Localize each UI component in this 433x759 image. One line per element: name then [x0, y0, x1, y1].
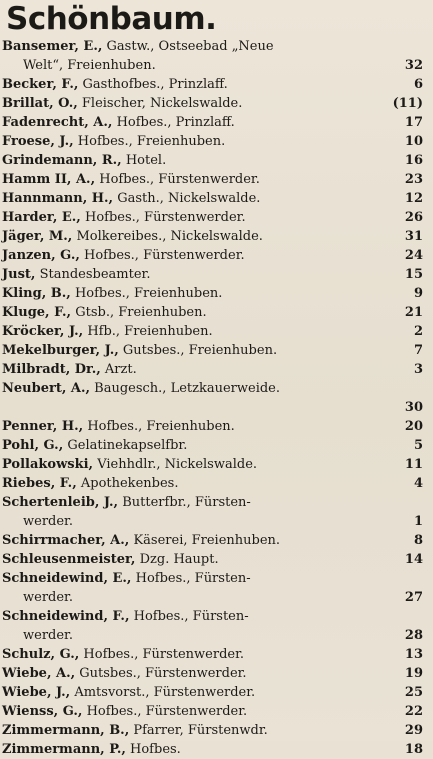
entry-number: 12 — [404, 191, 423, 206]
entry-name: Fadenrecht, A., — [2, 115, 113, 130]
entry-line — [0, 94, 433, 113]
entry-name: Schirrmacher, A., — [2, 533, 130, 548]
entry-number: 23 — [404, 172, 423, 187]
entry-text — [2, 474, 178, 493]
entry-number: 4 — [413, 476, 423, 491]
entry-text — [2, 246, 245, 265]
entry-text — [2, 94, 242, 113]
entry-line — [0, 569, 433, 588]
entry-text — [23, 56, 156, 75]
entry-text — [2, 170, 260, 189]
entry-description: Hofbes., Fürsten- — [135, 571, 251, 586]
entry-line — [0, 626, 433, 645]
entry-description: Gtsb., Freienhuben. — [75, 305, 207, 320]
entry-name: Pollakowski, — [2, 457, 94, 472]
entry-number: 8 — [413, 533, 423, 548]
entry-number: 11 — [404, 457, 423, 472]
entry-name: Froese, J., — [2, 134, 74, 149]
entry-line — [0, 151, 433, 170]
entry-text — [2, 189, 260, 208]
entry-number: 19 — [404, 666, 423, 681]
entry-description: Molkereibes., Nickelswalde. — [76, 229, 263, 244]
entry-name: Schneidewind, F., — [2, 609, 130, 624]
entry-description: Hotel. — [125, 153, 167, 168]
entry-name: Milbradt, Dr., — [2, 362, 101, 377]
entry-line — [0, 740, 433, 759]
entry-number: 30 — [404, 400, 423, 415]
entry-text — [2, 132, 225, 151]
entry-number: 13 — [404, 647, 423, 662]
entry-text — [2, 227, 263, 246]
entry-line — [0, 645, 433, 664]
entry-line — [0, 664, 433, 683]
entry-number: 20 — [404, 419, 423, 434]
entry-name: Grindemann, R., — [2, 153, 122, 168]
entry-description: Hofbes., Fürstenwerder. — [83, 647, 245, 662]
entry-number: 32 — [404, 58, 423, 73]
entry-number: 10 — [404, 134, 423, 149]
entry-description: Welt“, Freienhuben. — [23, 58, 156, 73]
entry-line — [0, 512, 433, 531]
entry-name: Mekelburger, J., — [2, 343, 119, 358]
entry-description: Gelatinekapselfbr. — [67, 438, 188, 453]
entry-line — [0, 436, 433, 455]
entry-text — [23, 588, 73, 607]
entry-text — [2, 436, 187, 455]
entry-number: 31 — [404, 229, 423, 244]
entry-line — [0, 189, 433, 208]
entry-line — [0, 379, 433, 398]
entry-line — [0, 75, 433, 94]
entry-name: Wienss, G., — [2, 704, 83, 719]
entry-line — [0, 474, 433, 493]
entry-text — [2, 550, 219, 569]
entry-number: 18 — [404, 742, 423, 757]
entry-description: Apothekenbes. — [80, 476, 179, 491]
entry-description: Hofbes., Fürstenwerder. — [84, 248, 245, 263]
entry-name: Zimmermann, P., — [2, 742, 126, 757]
entry-name: Schulz, G., — [2, 647, 80, 662]
entry-number: 22 — [404, 704, 423, 719]
entry-line — [0, 113, 433, 132]
entry-text — [2, 75, 228, 94]
entry-line — [0, 398, 433, 417]
entry-text — [2, 455, 257, 474]
entry-number: 15 — [404, 267, 423, 282]
entry-text — [2, 303, 207, 322]
entry-line — [0, 227, 433, 246]
entry-number: 27 — [404, 590, 423, 605]
entry-number: 1 — [413, 514, 423, 529]
entry-name: Wiebe, A., — [2, 666, 76, 681]
entry-text — [2, 702, 247, 721]
entry-number: (11) — [392, 96, 423, 111]
entry-text — [2, 208, 246, 227]
entry-text — [2, 721, 268, 740]
entry-number: 21 — [404, 305, 423, 320]
entry-number: 25 — [404, 685, 423, 700]
entry-description: Butterfbr., Fürsten- — [122, 495, 251, 510]
entry-number: 24 — [404, 248, 423, 263]
entry-description: Hofbes. — [130, 742, 181, 757]
entry-name: Janzen, G., — [2, 248, 80, 263]
entry-description: werder. — [23, 590, 73, 605]
entry-text — [2, 322, 213, 341]
entry-text — [2, 740, 181, 759]
entry-description: werder. — [23, 628, 73, 643]
entry-line — [0, 208, 433, 227]
entry-text — [2, 379, 280, 398]
entry-description: Hofbes., Fürstenwerder. — [99, 172, 260, 187]
entry-line — [0, 170, 433, 189]
entry-text — [2, 645, 244, 664]
entry-line — [0, 721, 433, 740]
entry-line — [0, 322, 433, 341]
entry-number: 5 — [413, 438, 423, 453]
entry-text — [2, 664, 247, 683]
entry-description: Hofbes., Freienhuben. — [74, 286, 223, 301]
entry-text — [23, 626, 73, 645]
entry-description: werder. — [23, 514, 73, 529]
entry-name: Pohl, G., — [2, 438, 64, 453]
entry-line — [0, 303, 433, 322]
entry-number: 6 — [413, 77, 423, 92]
entry-description: Hofbes., Fürstenwerder. — [86, 704, 248, 719]
entry-description: Fleischer, Nickelswalde. — [81, 96, 243, 111]
entry-name: Penner, H., — [2, 419, 84, 434]
entry-number: 14 — [404, 552, 423, 567]
entry-description: Hofbes., Freienhuben. — [87, 419, 235, 434]
entry-description: Hfb., Freienhuben. — [87, 324, 213, 339]
entry-line — [0, 588, 433, 607]
entry-line — [0, 284, 433, 303]
entry-description: Gasthofbes., Prinzlaff. — [82, 77, 228, 92]
entry-description: Baugesch., Letzkauerweide. — [94, 381, 281, 396]
entry-line — [0, 265, 433, 284]
entry-text — [2, 360, 137, 379]
entry-line — [0, 493, 433, 512]
entry-name: Kluge, F., — [2, 305, 72, 320]
entry-line — [0, 360, 433, 379]
entry-line — [0, 455, 433, 474]
entry-description: Viehhdlr., Nickelswalde. — [97, 457, 258, 472]
entry-number: 3 — [413, 362, 423, 377]
entry-text — [2, 151, 166, 170]
entry-name: Brillat, O., — [2, 96, 78, 111]
entry-name: Becker, F., — [2, 77, 79, 92]
entry-text — [2, 607, 249, 626]
entry-line — [0, 607, 433, 626]
entry-name: Neubert, A., — [2, 381, 91, 396]
entry-number: 7 — [413, 343, 423, 358]
entry-text — [2, 113, 235, 132]
entry-number: 9 — [413, 286, 423, 301]
entry-line — [0, 417, 433, 436]
entry-name: Schleusenmeister, — [2, 552, 136, 567]
entry-text — [2, 265, 150, 284]
entry-line — [0, 246, 433, 265]
entry-name: Hannmann, H., — [2, 191, 114, 206]
entry-text — [2, 493, 251, 512]
entry-name: Bansemer, E., — [2, 39, 103, 54]
entry-text — [23, 512, 73, 531]
entry-name: Kröcker, J., — [2, 324, 84, 339]
entry-name: Hamm II, A., — [2, 172, 96, 187]
entry-description: Gasth., Nickelswalde. — [117, 191, 261, 206]
entry-number: 29 — [404, 723, 423, 738]
entry-line — [0, 56, 433, 75]
page-title: Schönbaum. — [6, 1, 217, 37]
entry-description: Hofbes., Fürsten- — [133, 609, 249, 624]
entry-description: Hofbes., Fürstenwerder. — [84, 210, 246, 225]
entry-line — [0, 132, 433, 151]
entry-description: Standesbeamter. — [39, 267, 151, 282]
entry-text — [2, 531, 280, 550]
entry-number: 28 — [404, 628, 423, 643]
entry-text — [2, 683, 255, 702]
entry-text — [2, 417, 235, 436]
entry-name: Just, — [2, 267, 36, 282]
entry-text — [2, 341, 277, 360]
entry-number: 16 — [404, 153, 423, 168]
entry-description: Käserei, Freienhuben. — [133, 533, 281, 548]
entry-name: Wiebe, J., — [2, 685, 71, 700]
entry-line — [0, 702, 433, 721]
entry-description: Hofbes., Prinzlaff. — [116, 115, 235, 130]
entry-name: Zimmermann, B., — [2, 723, 130, 738]
entry-description: Gutsbes., Freienhuben. — [122, 343, 278, 358]
entry-line — [0, 37, 433, 56]
entry-description: Pfarrer, Fürstenwdr. — [133, 723, 268, 738]
entry-name: Kling, B., — [2, 286, 71, 301]
entry-number: 26 — [404, 210, 423, 225]
entry-name: Riebes, F., — [2, 476, 77, 491]
entry-line — [0, 341, 433, 360]
entry-description: Dzg. Haupt. — [139, 552, 219, 567]
entry-number: 2 — [413, 324, 423, 339]
entry-name: Schneidewind, E., — [2, 571, 132, 586]
entry-number: 17 — [404, 115, 423, 130]
entry-name: Schertenleib, J., — [2, 495, 119, 510]
entry-text — [2, 284, 222, 303]
entry-line — [0, 550, 433, 569]
entry-line — [0, 531, 433, 550]
entry-description: Gutsbes., Fürstenwerder. — [79, 666, 247, 681]
entry-name: Jäger, M., — [2, 229, 73, 244]
entry-description: Gastw., Ostseebad „Neue — [106, 39, 274, 54]
entry-description: Hofbes., Freienhuben. — [77, 134, 226, 149]
entry-text — [2, 569, 251, 588]
entry-description: Arzt. — [104, 362, 137, 377]
entry-text — [2, 37, 274, 56]
entry-name: Harder, E., — [2, 210, 81, 225]
entry-line — [0, 683, 433, 702]
entry-description: Amtsvorst., Fürstenwerder. — [74, 685, 256, 700]
